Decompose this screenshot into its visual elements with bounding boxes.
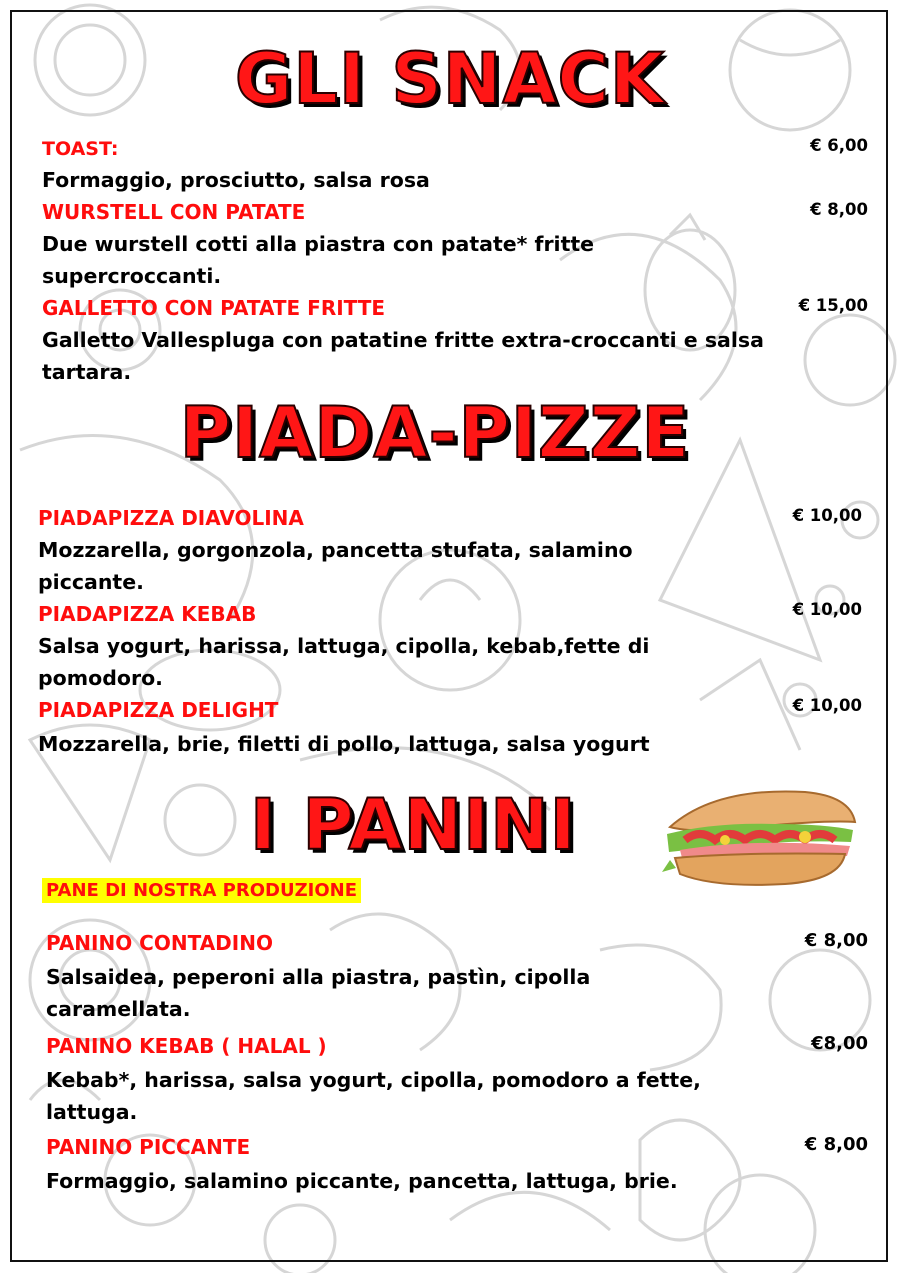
item-price-kebab-piada: € 10,00 bbox=[792, 600, 862, 619]
item-desc-kebab-panino: Kebab*, harissa, salsa yogurt, cipolla, pomodoro a fette, lattuga. bbox=[46, 1068, 701, 1124]
bread-note-highlight: PANE DI NOSTRA PRODUZIONE bbox=[42, 878, 361, 903]
item-price-kebab-panino: €8,00 bbox=[811, 1033, 868, 1054]
item-name-kebab-panino: PANINO KEBAB ( HALAL ) bbox=[46, 1034, 327, 1058]
item-name-toast: TOAST: bbox=[42, 138, 119, 160]
item-price-contadino: € 8,00 bbox=[804, 930, 868, 951]
item-price-wurstell: € 8,00 bbox=[810, 200, 868, 219]
item-price-piccante: € 8,00 bbox=[804, 1134, 868, 1155]
item-price-diavolina: € 10,00 bbox=[792, 506, 862, 525]
section-title-panini: I PANINI bbox=[250, 784, 577, 866]
sandwich-image bbox=[655, 782, 860, 892]
item-desc-diavolina: Mozzarella, gorgonzola, pancetta stufata, salamino piccante. bbox=[38, 538, 633, 594]
item-desc-galletto: Galletto Vallespluga con patatine fritte extra-croccanti e salsa tartara. bbox=[42, 328, 764, 384]
item-desc-delight: Mozzarella, brie, filetti di pollo, lattuga, salsa yogurt bbox=[38, 732, 650, 756]
item-name-wurstell: WURSTELL CON PATATE bbox=[42, 200, 306, 224]
item-price-delight: € 10,00 bbox=[792, 696, 862, 715]
item-price-galletto: € 15,00 bbox=[798, 296, 868, 315]
item-name-delight: PIADAPIZZA DELIGHT bbox=[38, 698, 279, 722]
item-name-piccante: PANINO PICCANTE bbox=[46, 1135, 251, 1159]
section-title-piada: PIADA-PIZZE bbox=[179, 392, 691, 474]
item-price-toast: € 6,00 bbox=[810, 136, 868, 155]
item-name-kebab-piada: PIADAPIZZA KEBAB bbox=[38, 602, 257, 626]
item-name-contadino: PANINO CONTADINO bbox=[46, 931, 273, 955]
item-desc-contadino: Salsaidea, peperoni alla piastra, pastìn, cipolla caramellata. bbox=[46, 965, 591, 1021]
item-desc-wurstell: Due wurstell cotti alla piastra con patate* fritte supercroccanti. bbox=[42, 232, 595, 288]
item-desc-piccante: Formaggio, salamino piccante, pancetta, lattuga, brie. bbox=[46, 1169, 678, 1193]
item-desc-kebab-piada: Salsa yogurt, harissa, lattuga, cipolla, kebab,fette di pomodoro. bbox=[38, 634, 650, 690]
item-desc-toast: Formaggio, prosciutto, salsa rosa bbox=[42, 168, 430, 192]
item-name-diavolina: PIADAPIZZA DIAVOLINA bbox=[38, 506, 304, 530]
section-title-snack: GLI SNACK bbox=[234, 38, 666, 120]
item-name-galletto: GALLETTO CON PATATE FRITTE bbox=[42, 296, 386, 320]
